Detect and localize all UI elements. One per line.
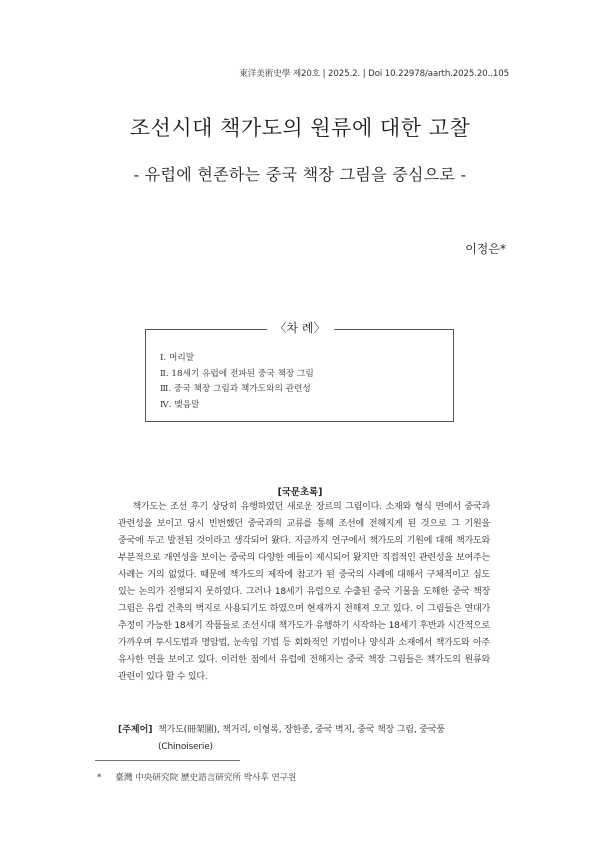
journal-info: 東洋美術史學 제20호 | 2025.2. | Doi 10.22978/aarth.2025.20..105 [239,69,509,79]
toc-item: Ⅱ. 18세기 유럽에 전파된 중국 책장 그림 [160,368,314,379]
paper-title: 조선시대 책가도의 원류에 대한 고찰 [129,116,471,140]
footnote-divider [95,760,240,761]
abstract-body: 책가도는 조선 후기 상당히 유행하였던 새로운 장르의 그림이다. 소재와 형식 면에서 중국과 관련성을 보이고 당시 빈번했던 중국과의 교류를 통해 조선에 전해지게 된 것으로 그 기원을 중국에 두고 발전된 것이라고 생각되어 왔다. 지금까지 연구에서 책가도의 기원에 대해 책가도와 부분적으로 개연성을 보이는 중국의 다양한 예들이 제시되어 왔지만 직접적인 관련성을 보여주는 사례는 거의 없었다. 때문에 책가도의 제작에 참고가 된 중국의 사례에 대해서 구체적이고 심도 있는 논의가 진행되지 못하였다. 그러나 18세기 유럽으로 수출된 중국 기물을 도해한 중국 책장 그림은 유럽 건축의 벽지로 사용되기도 하였으며 현재까지 전해져 오고 있다. 이 그림들은 연대가 추정이 가능한 18세기 작품들로 조선시대 책가도가 유행하기 시작하는 18세기 후반과 시간적으로 가까우며 투시도법과 명암법, 눈속임 기법 등 회화적인 기법이나 양식과 소재에서 책가도와 아주 유사한 면을 보이고 있다. 이러한 점에서 유럽에 전해지는 중국 책장 그림들은 책가도의 원류와 관련이 있다 할 수 있다. [118,502,490,682]
toc-list [160,351,314,413]
toc-item: Ⅳ. 맺음말 [160,399,200,410]
footnote [97,771,296,783]
toc-heading-text: 〈차 례〉 [267,321,334,335]
keywords-label: [주제어] [118,725,153,735]
toc-heading [0,319,600,336]
toc-item: Ⅲ. 중국 책장 그림과 책가도와의 관련성 [160,384,311,394]
footnote-mark: * [97,773,102,783]
keywords-block [118,722,490,756]
keywords-text: 책가도(冊架圖), 책거리, 이형록, 장한종, 중국 벽지, 중국 책장 그림, 중국풍 (Chinoiserie) [158,725,445,752]
author-name: 이정은* [465,242,506,256]
paper-subtitle: - 유럽에 현존하는 중국 책장 그림을 중심으로 - [133,165,467,184]
abstract-heading: [국문초록] [277,487,323,498]
footnote-text: 臺灣 中央研究院 歷史語言研究所 박사후 연구원 [115,773,297,783]
toc-item: Ⅰ. 머리말 [160,353,195,363]
